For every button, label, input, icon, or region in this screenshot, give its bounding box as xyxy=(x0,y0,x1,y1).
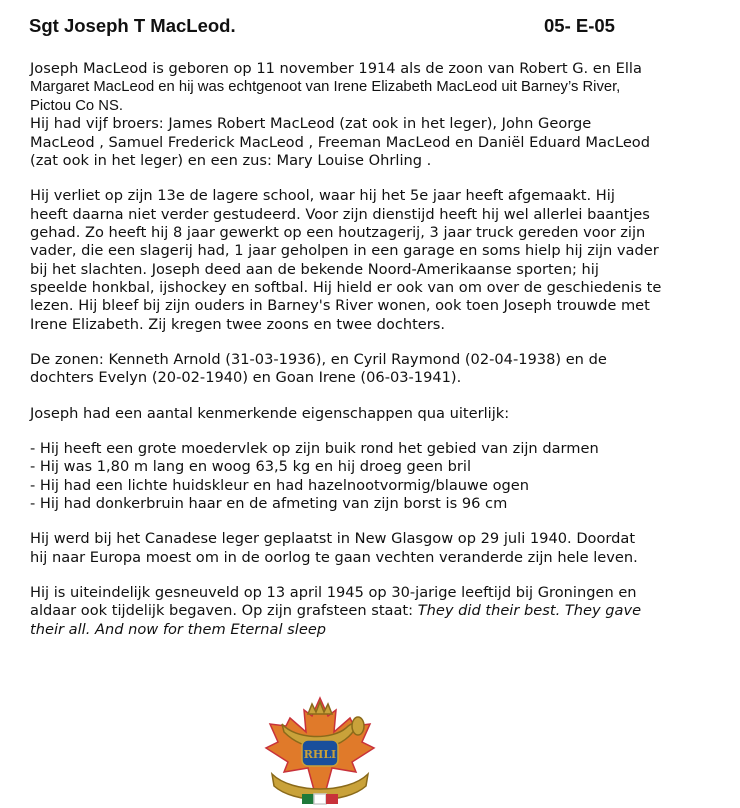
base-stripe-shape xyxy=(326,794,338,804)
text-line: Joseph had een aantal kenmerkende eigenschappen qua uiterlijk: xyxy=(30,404,510,422)
text-line: Hij is uiteindelijk gesneuveld op 13 april 1945 op 30-jarige leeftijd bij Groningen en xyxy=(30,583,637,601)
text-line: Hij verliet op zijn 13e de lagere school, waar hij het 5e jaar heeft afgemaakt. Hij xyxy=(30,187,615,205)
base-stripe-shape xyxy=(302,794,314,804)
list-item: - Hij had donkerbruin haar en de afmeting van zijn borst is 96 cm xyxy=(30,495,508,512)
text-line: dochters Evelyn (20-02-1940) en Goan Irene (06-03-1941). xyxy=(30,369,462,387)
text-line: Joseph MacLeod is geboren op 11 november 1914 als de zoon van Robert G. en Ella xyxy=(30,60,642,77)
document-header xyxy=(29,15,719,39)
crest-crown-shape xyxy=(308,702,332,714)
text-line: De zonen: Kenneth Arnold (31-03-1936), en Cyril Raymond (02-04-1938) en de xyxy=(30,351,607,369)
text-line: MacLeod , Samuel Frederick MacLeod , Freeman MacLeod en Daniël Eduard MacLeod xyxy=(30,133,650,151)
bugle-bell-shape xyxy=(352,717,364,735)
soldier-name-title: Sgt Joseph T MacLeod. xyxy=(29,15,236,36)
text-line: bij het slachten. Joseph deed aan de bekende Noord-Amerikaanse sporten; hij xyxy=(30,260,599,278)
text-line xyxy=(30,602,720,620)
text-segment: aldaar ook tijdelijk begaven. Op zijn grafsteen staat: xyxy=(30,602,418,620)
text-line: heeft daarna niet verder gestudeerd. Voor zijn dienstijd heeft hij wel allerlei baantjes xyxy=(30,205,650,223)
text-line: (zat ook in het leger) en een zus: Mary Louise Ohrling . xyxy=(30,151,432,169)
text-line: Hij werd bij het Canadese leger geplaatst in New Glasgow op 29 juli 1940. Doordat xyxy=(30,530,636,548)
epitaph-quote: their all. And now for them Eternal sleep xyxy=(30,620,327,638)
text-line: hij naar Europa moest om in de oorlog te gaan vechten veranderde zijn hele leven. xyxy=(30,548,638,566)
text-line: lezen. Hij bleef bij zijn ouders in Barney's River wonen, ook toen Joseph trouwde met xyxy=(30,297,650,315)
badge-monogram: RHLI xyxy=(303,748,337,761)
text-line: Pictou Co NS. xyxy=(30,97,123,114)
base-stripe-shape xyxy=(314,794,326,804)
text-line: speelde honkbal, ijshockey en softbal. Hij hield er ook van om over de geschiedenis te xyxy=(30,279,662,297)
list-item: - Hij had een lichte huidskleur en had hazelnootvormig/blauwe ogen xyxy=(30,476,530,494)
regimental-maple-leaf-badge-icon xyxy=(262,694,378,806)
biography-text xyxy=(30,60,720,639)
text-line: vader, die een slagerij had, 1 jaar geholpen in een garage en soms hielp hij zijn vader xyxy=(30,242,659,260)
text-line: Hij had vijf broers: James Robert MacLeod (zat ook in het leger), John George xyxy=(30,115,592,133)
text-line: Margaret MacLeod en hij was echtgenoot van Irene Elizabeth MacLeod uit Barney’s River, xyxy=(30,79,621,96)
epitaph-quote: They did their best. They gave xyxy=(417,602,642,620)
list-item: - Hij heeft een grote moedervlek op zijn buik rond het gebied van zijn darmen xyxy=(30,439,599,457)
grave-location-code: 05- E-05 xyxy=(544,15,615,36)
text-line: Irene Elizabeth. Zij kregen twee zoons en twee dochters. xyxy=(30,315,446,333)
list-item: - Hij was 1,80 m lang en woog 63,5 kg en hij droeg geen bril xyxy=(30,458,472,476)
text-line: gehad. Zo heeft hij 8 jaar gewerkt op een houtzagerij, 3 jaar truck gereden voor zijn xyxy=(30,223,646,241)
